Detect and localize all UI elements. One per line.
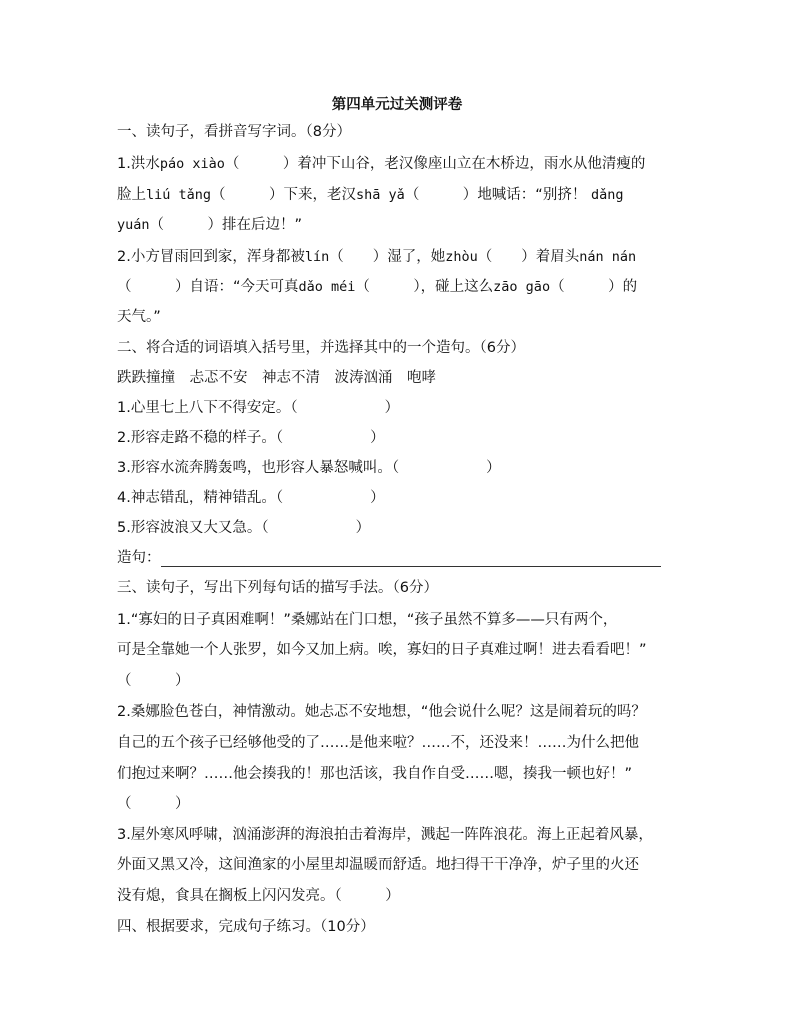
text: 脸上 [117, 187, 146, 203]
text: 地喊话：“别挤！ [477, 187, 587, 203]
s3-q1-line2: 可是全靠她一个人张罗，如今又加上病。唉，寡妇的日子真难过啊！进去看看吧！” [117, 642, 647, 658]
section-4-heading: 四、根据要求，完成句子练习。（10分） [117, 919, 375, 935]
answer-blank[interactable]: （ ） [149, 217, 223, 233]
text: 2.小方冒雨回到家，浑身都被 [117, 249, 305, 265]
answer-blank[interactable]: （ ） [224, 156, 298, 172]
pinyin: yuán [117, 217, 150, 233]
page-title: 第四单元过关测评卷 [331, 96, 463, 113]
s2-item-2[interactable]: 2.形容走路不稳的样子。（ ） [117, 430, 385, 446]
answer-blank[interactable]: （ ） [550, 279, 623, 295]
answer-blank[interactable]: （ ） [404, 187, 478, 203]
s3-q1-answer[interactable]: （ ） [117, 673, 190, 689]
sentence-label: 造句： [117, 550, 161, 566]
s1-q2-line1 [117, 247, 636, 267]
pinyin: páo xiào [159, 156, 225, 172]
section-3-heading: 三、读句子，写出下列每句话的描写手法。（6分） [117, 580, 438, 596]
s2-item-4[interactable]: 4.神志错乱，精神错乱。（ ） [117, 490, 385, 506]
s3-q3-line2: 外面又黑又冷，这间渔家的小屋里却温暖而舒适。地扫得干干净净，炉子里的火还 [117, 857, 639, 873]
s2-item-1[interactable]: 1.心里七上八下不得安定。（ ） [117, 400, 400, 416]
text: 下来，老汉 [283, 187, 357, 203]
s3-q1-line1: 1.“寡妇的日子真困难啊！”桑娜站在门口想，“孩子虽然不算多——只有两个， [117, 612, 618, 628]
text: 的 [622, 279, 638, 295]
s3-q2-line3: 们抱过来啊？……他会揍我的！那也活该，我自作自受……嗯，揍我一顿也好！” [117, 766, 633, 782]
s1-q2-line2 [117, 277, 637, 297]
text: 着冲下山谷，老汉像座山立在木桥边，雨水从他清瘦的 [297, 156, 646, 172]
answer-blank[interactable]: （ ） [329, 249, 388, 265]
s1-q1-line1 [117, 154, 645, 174]
word-bank: 跌跌撞撞 忐忑不安 神志不清 波涛汹涌 咆哮 [117, 370, 436, 386]
s3-q2-line1: 2.桑娜脸色苍白，神情激动。她忐忑不安地想，“他会说什么呢？这是闹着玩的吗？ [117, 704, 646, 720]
section-1-heading: 一、读句子，看拼音写字词。（8分） [117, 124, 351, 140]
s3-q2-answer[interactable]: （ ） [117, 796, 190, 812]
pinyin: nán nán [579, 249, 637, 265]
pinyin: zhòu [445, 249, 478, 265]
text: 1.洪水 [117, 156, 160, 172]
s2-item-5[interactable]: 5.形容波浪又大又急。（ ） [117, 520, 371, 536]
pinyin: zāo gāo [493, 279, 551, 295]
s1-q1-line3 [117, 215, 302, 235]
text: 着眉头 [535, 249, 580, 265]
answer-blank[interactable]: （ ） [477, 249, 536, 265]
answer-blank[interactable]: （ ） [355, 279, 421, 295]
text: ，碰上这么 [420, 279, 494, 295]
text: 自语：“今天可真 [189, 279, 299, 295]
text: 排在后边！” [222, 217, 303, 233]
s1-q1-line2 [117, 185, 623, 205]
s2-item-3[interactable]: 3.形容水流奔腾轰鸣，也形容人暴怒喊叫。（ ） [117, 460, 501, 476]
s3-q2-line2: 自己的五个孩子已经够他受的了……是他来啦？……不，还没来！……为什么把他 [117, 735, 639, 751]
pinyin: shā yǎ [356, 187, 405, 203]
sentence-answer-line[interactable] [161, 566, 661, 567]
section-2-heading: 二、将合适的词语填入括号里，并选择其中的一个造句。（6分） [117, 340, 525, 356]
pinyin: liú tǎng [146, 187, 212, 203]
s3-q3-line1: 3.屋外寒风呼啸，汹涌澎湃的海浪拍击着海岸，溅起一阵阵浪花。海上正起着风暴， [117, 827, 653, 843]
pinyin: dǎng [590, 187, 624, 203]
s1-q2-line3: 天气。” [117, 309, 161, 325]
answer-blank[interactable]: （ ） [117, 279, 190, 295]
s3-q3-line3[interactable]: 没有熄，食具在搁板上闪闪发亮。（ ） [117, 888, 400, 904]
answer-blank[interactable]: （ ） [211, 187, 284, 203]
pinyin: lín [304, 249, 330, 265]
pinyin: dǎo méi [298, 279, 356, 295]
text: 湿了，她 [387, 249, 446, 265]
